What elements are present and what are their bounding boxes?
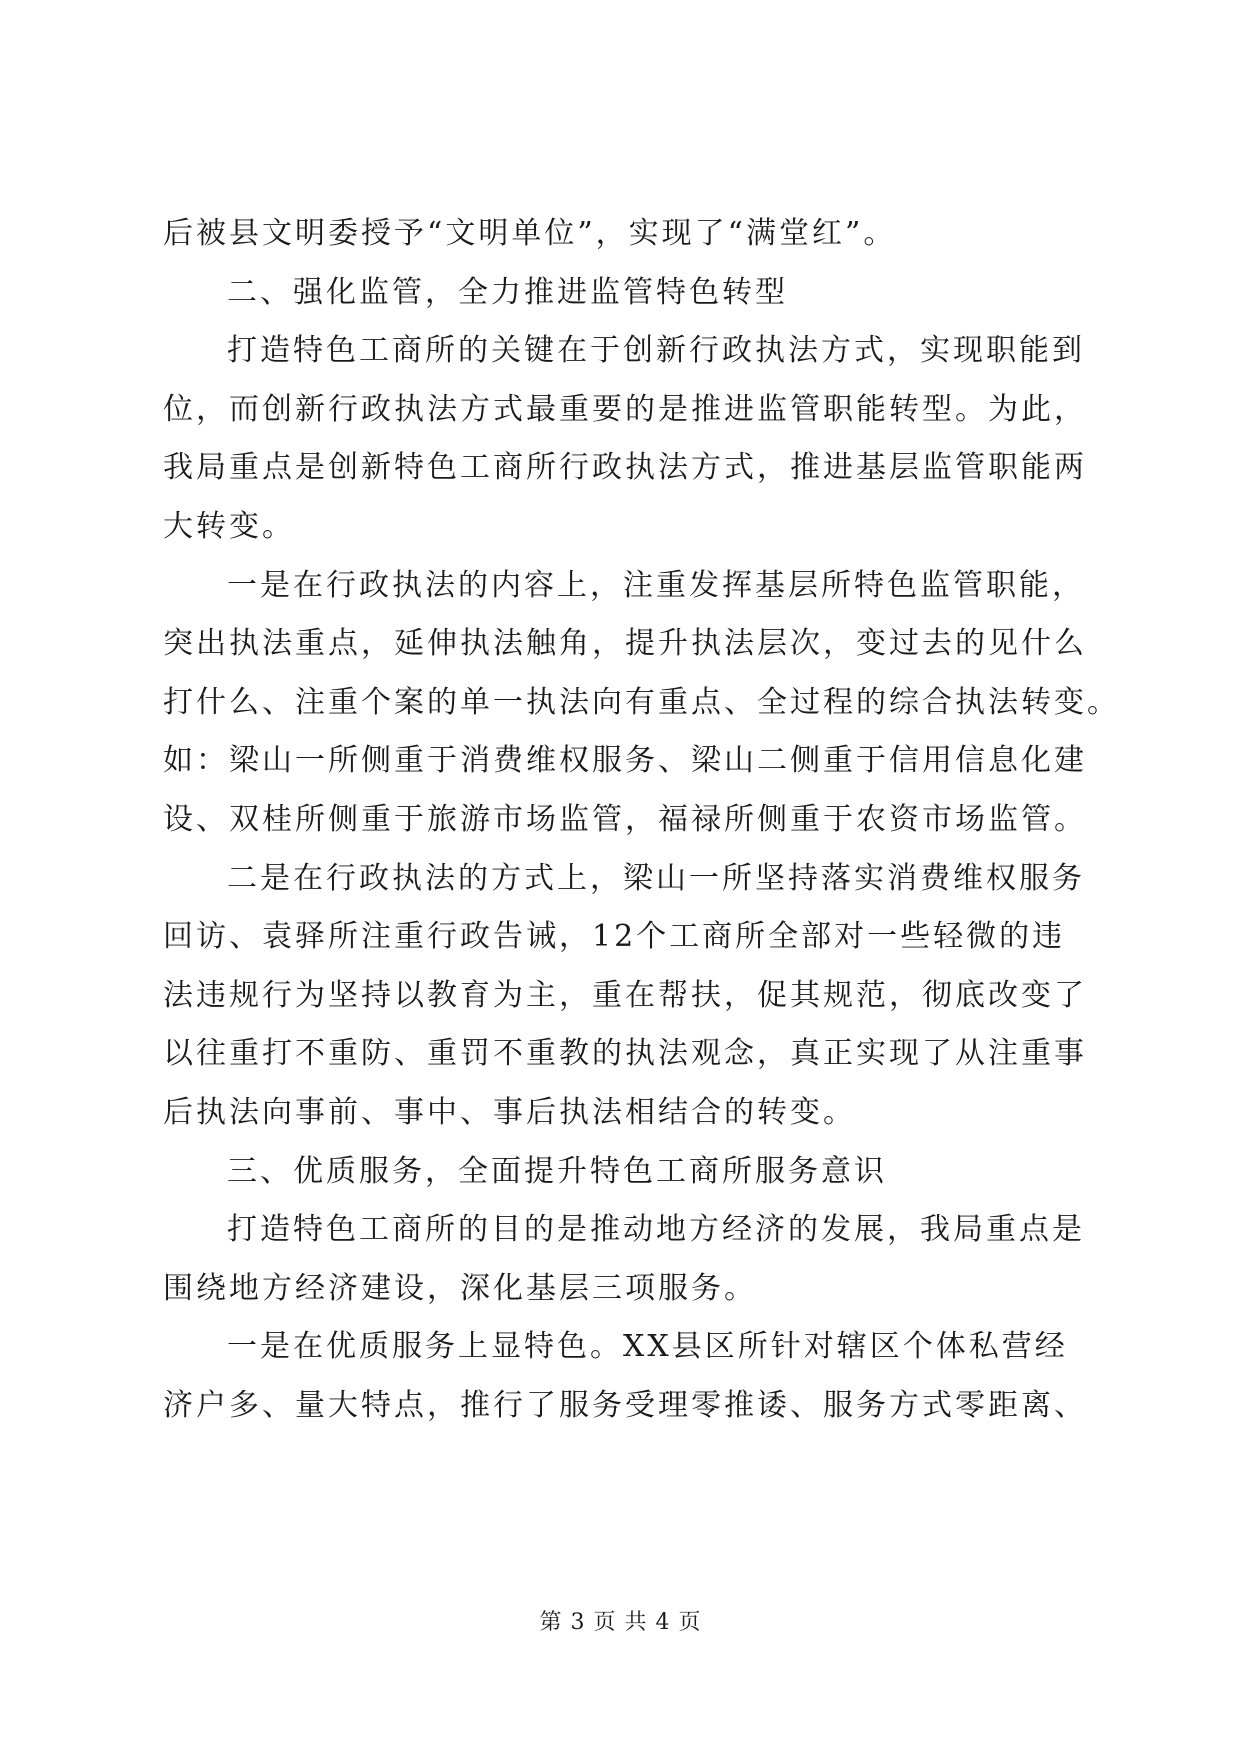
page-number-footer: 第 3 页 共 4 页: [539, 1610, 702, 1635]
document-body: [163, 205, 1120, 1435]
text-line: 如：梁山一所侧重于消费维权服务、梁山二侧重于信用信息化建: [163, 743, 1087, 779]
text-line: 法违规行为坚持以教育为主，重在帮扶，促其规范，彻底改变了: [163, 977, 1087, 1013]
text-line: 打造特色工商所的目的是推动地方经济的发展，我局重点是: [227, 1212, 1085, 1248]
text-line: 后被县文明委授予“文明单位”，实现了“满堂红”。: [163, 216, 897, 251]
section-heading: 二、强化监管，全力推进监管特色转型: [227, 274, 788, 310]
text-line: 一是在优质服务上显特色。XX县区所针对辖区个体私营经: [227, 1329, 1068, 1365]
text-line: 打造特色工商所的关键在于创新行政执法方式，实现职能到: [227, 333, 1085, 369]
text-line: 二是在行政执法的方式上，梁山一所坚持落实消费维权服务: [227, 860, 1085, 896]
section-heading: 三、优质服务，全面提升特色工商所服务意识: [227, 1153, 887, 1189]
text-line: 位，而创新行政执法方式最重要的是推进监管职能转型。为此，: [163, 391, 1087, 427]
text-line: 围绕地方经济建设，深化基层三项服务。: [163, 1270, 757, 1306]
text-line: 以往重打不重防、重罚不重教的执法观念，真正实现了从注重事: [163, 1036, 1087, 1072]
text-line: 设、双桂所侧重于旅游市场监管，福禄所侧重于农资市场监管。: [163, 801, 1087, 837]
text-line: 我局重点是创新特色工商所行政执法方式，推进基层监管职能两: [163, 450, 1087, 486]
text-line: 突出执法重点，延伸执法触角，提升执法层次，变过去的见什么: [163, 626, 1087, 662]
text-line: 回访、袁驿所注重行政告诫，12个工商所全部对一些轻微的违: [163, 919, 1066, 955]
text-line: 大转变。: [163, 508, 295, 544]
text-line: 后执法向事前、事中、事后执法相结合的转变。: [163, 1094, 856, 1130]
text-line: 打什么、注重个案的单一执法向有重点、全过程的综合执法转变。: [163, 684, 1120, 720]
text-line: 一是在行政执法的内容上，注重发挥基层所特色监管职能，: [227, 567, 1085, 603]
text-line: 济户多、量大特点，推行了服务受理零推诿、服务方式零距离、: [163, 1387, 1087, 1423]
